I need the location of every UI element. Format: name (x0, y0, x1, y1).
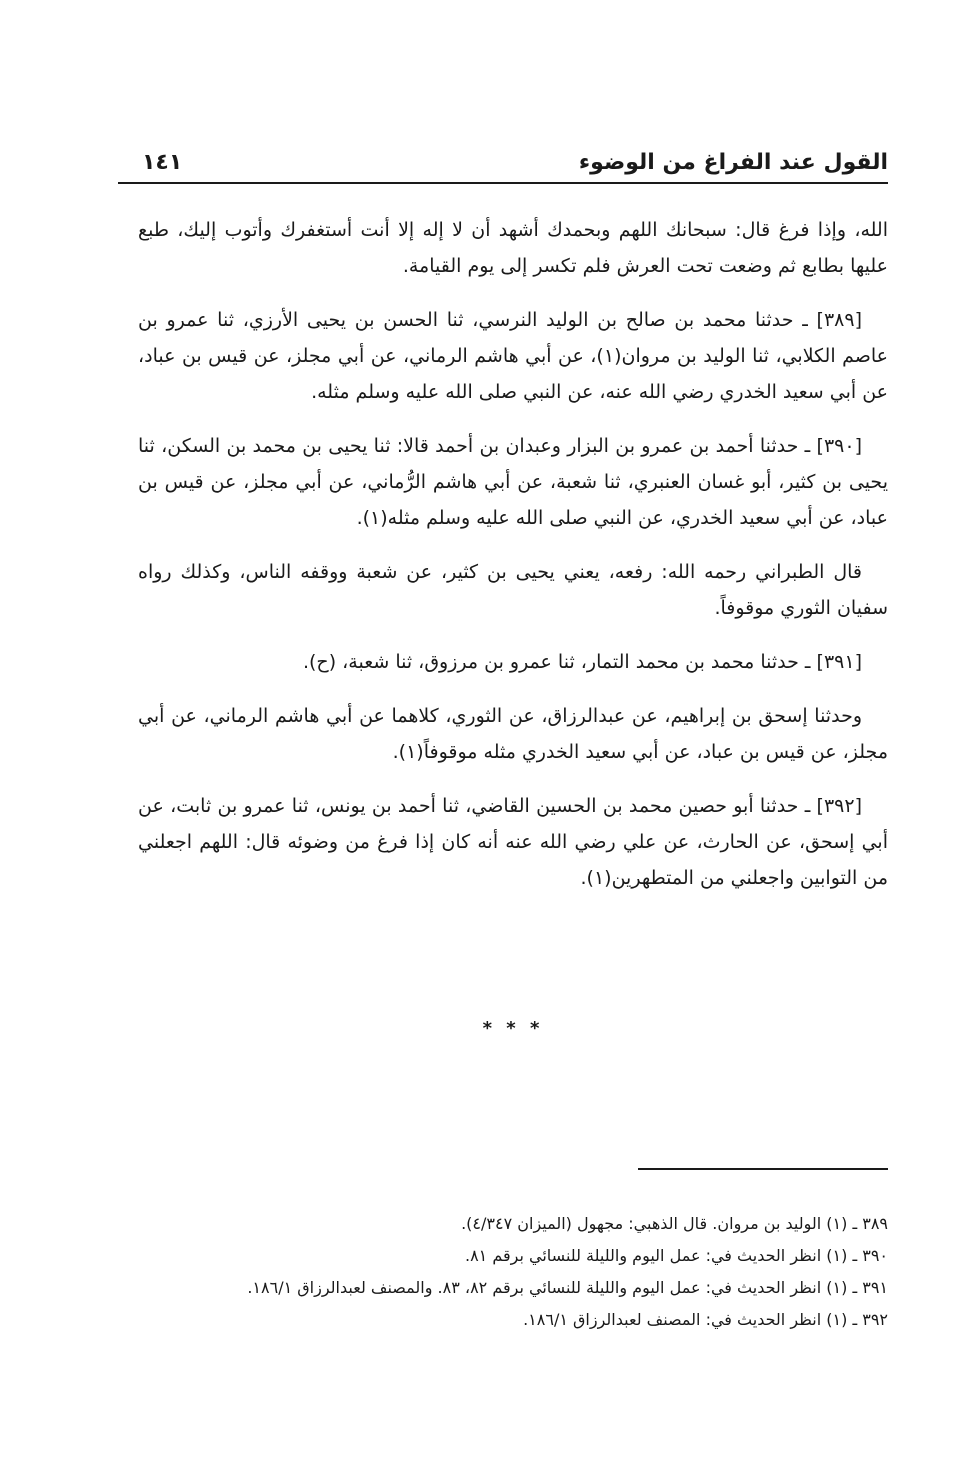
footnote-390: ٣٩٠ ـ (١) انظر الحديث في: عمل اليوم والليلة للنسائي برقم ٨١. (464, 1246, 888, 1265)
tabarani-comment: قال الطبراني رحمه الله: رفعه، يعني يحيى بن كثير، عن شعبة ووقفه الناس، وكذلك رواه سفيان الثوري موقوفاً. (138, 561, 888, 619)
page-number: ١٤١ (142, 150, 183, 175)
footnote-392: ٣٩٢ ـ (١) انظر الحديث في: المصنف لعبدالرزاق ١٨٦/١. (523, 1310, 888, 1329)
footnotes (118, 1208, 888, 1336)
main-text (138, 212, 888, 896)
hadith-392: [٣٩٢] ـ حدثنا أبو حصين محمد بن الحسين القاضي، ثنا أحمد بن يونس، ثنا عمرو بن ثابت، عن أبي إسحق، عن الحارث، عن علي رضي الله عنه أنه كان إذا فرغ من وضوئه قال: اللهم اجعلني من التوابين واجعلني من المتطهرين(١). (138, 795, 888, 889)
footnote-391: ٣٩١ ـ (١) انظر الحديث في: عمل اليوم والليلة للنسائي برقم ٨٢، ٨٣. والمصنف لعبدالرزاق ١٨٦/١. (247, 1278, 888, 1297)
chapter-title: القول عند الفراغ من الوضوء (578, 150, 888, 175)
hadith-391: [٣٩١] ـ حدثنا محمد بن محمد التمار، ثنا عمرو بن مرزوق، ثنا شعبة، (ح). (302, 651, 862, 673)
paragraph-continuation: الله، وإذا فرغ قال: سبحانك اللهم وبحمدك أشهد أن لا إله إلا أنت أستغفرك وأتوب إليك، طبع عليها بطابع ثم وضعت تحت العرش فلم تكسر إلى يوم القيامة. (138, 219, 888, 277)
header-rule (118, 182, 888, 184)
footnote-rule (638, 1168, 888, 1170)
hadith-390: [٣٩٠] ـ حدثنا أحمد بن عمرو بن البزار وعبدان بن أحمد قالا: ثنا يحيى بن محمد بن السكن، ثنا يحيى بن كثير، أبو غسان العنبري، ثنا شعبة، عن أبي هاشم الرُّماني، عن أبي مجلز، عن قيس بن عباد، عن أبي سعيد الخدري، عن النبي صلى الله عليه وسلم مثله(١). (138, 435, 888, 529)
running-header (118, 146, 888, 182)
section-separator: * * * (482, 1018, 544, 1039)
hadith-389: [٣٨٩] ـ حدثنا محمد بن صالح بن الوليد النرسي، ثنا الحسن بن يحيى الأرزي، ثنا عمرو بن عاصم الكلابي، ثنا الوليد بن مروان(١)، عن أبي هاشم الرماني، عن أبي مجلز، عن قيس بن عباد، عن أبي سعيد الخدري رضي الله عنه، عن النبي صلى الله عليه وسلم مثله. (138, 309, 888, 403)
footnote-389: ٣٨٩ ـ (١) الوليد بن مروان. قال الذهبي: مجهول (الميزان ٤/٣٤٧). (461, 1214, 888, 1233)
hadith-391-second-chain: وحدثنا إسحق بن إبراهيم، عن عبدالرزاق، عن الثوري، كلاهما عن أبي هاشم الرماني، عن أبي مجلز، عن قيس بن عباد، عن أبي سعيد الخدري مثله موقوفاً(١). (138, 705, 888, 763)
